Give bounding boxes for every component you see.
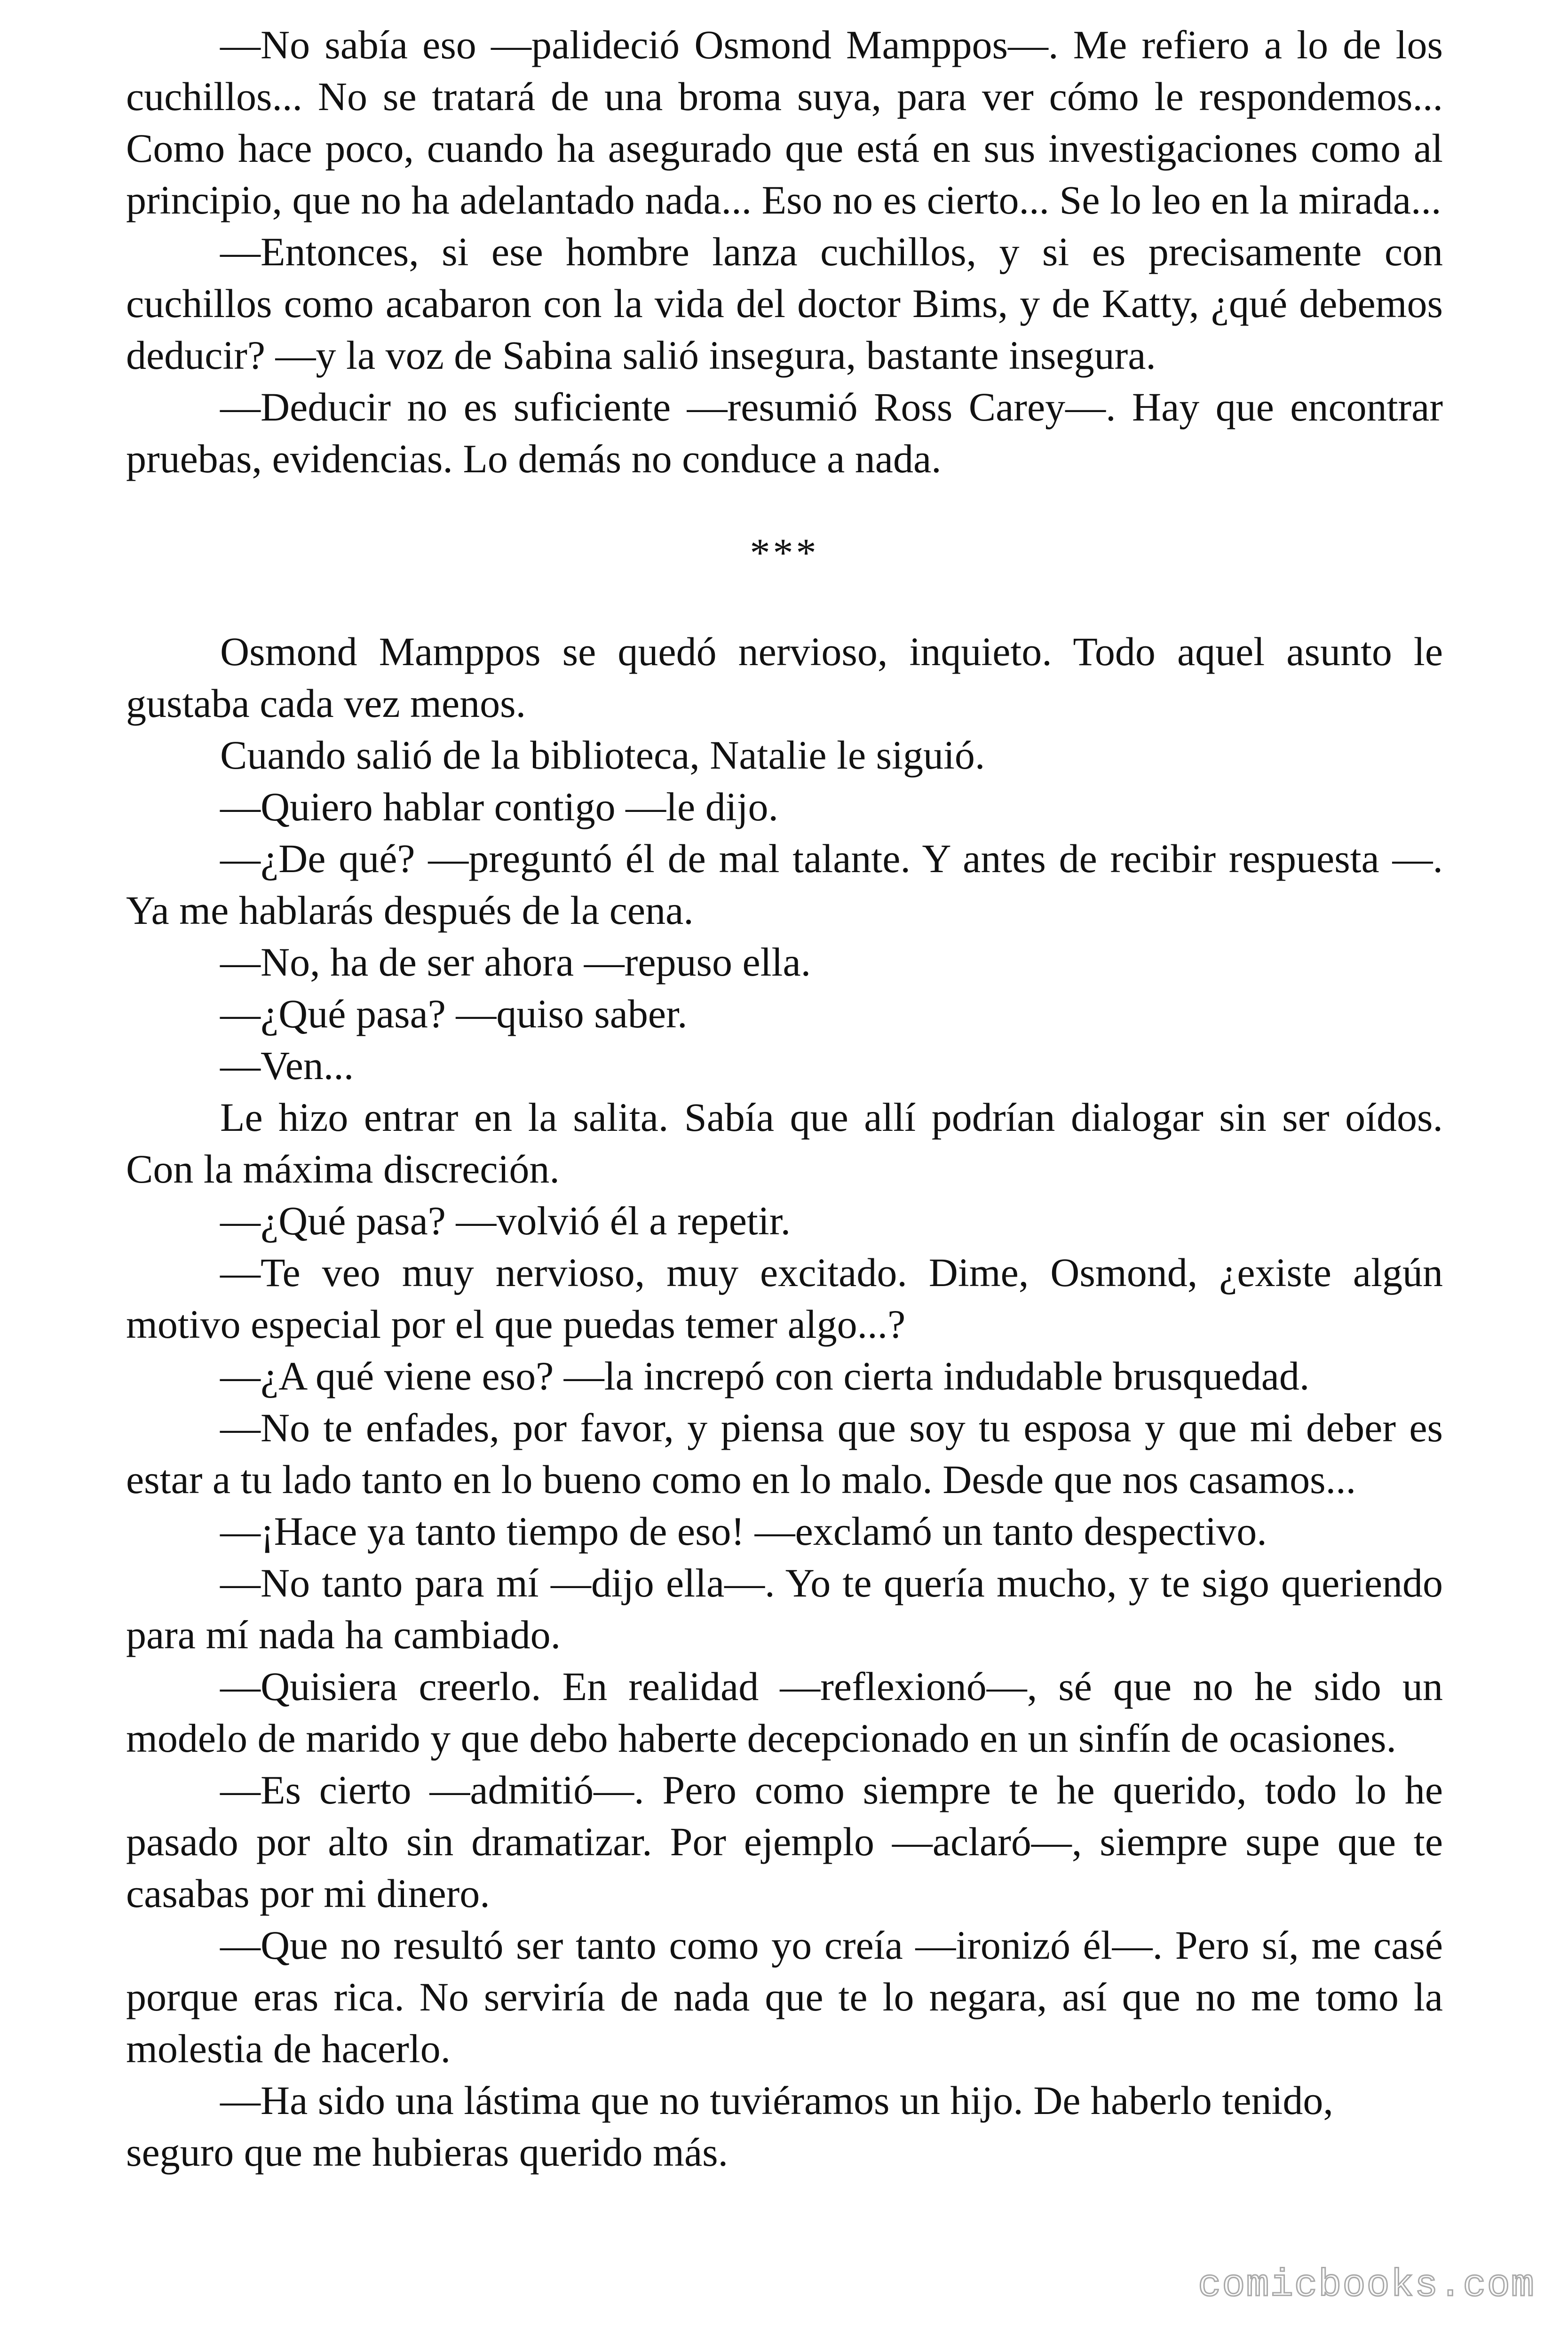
watermark-logo: comicbooks.com	[1198, 2264, 1535, 2307]
paragraph: —Te veo muy nervioso, muy excitado. Dime, Osmond, ¿existe algún motivo especial por el que puedas temer algo...?	[126, 1250, 1443, 1347]
paragraph: —¿A qué viene eso? —la increpó con cierta indudable brusquedad.	[220, 1353, 1310, 1398]
paragraph: —Entonces, si ese hombre lanza cuchillos, y si es precisamente con cuchillos como acabaron con la vida del doctor Bims, y de Katty, ¿qué debemos deducir? —y la voz de Sabina salió insegura, bastante insegura.	[126, 229, 1443, 378]
paragraph: Le hizo entrar en la salita. Sabía que allí podrían dialogar sin ser oídos. Con la máxima discreción.	[126, 1095, 1443, 1192]
paragraph: —No tanto para mí —dijo ella—. Yo te quería mucho, y te sigo queriendo para mí nada ha cambiado.	[126, 1560, 1443, 1657]
book-page	[126, 19, 1443, 2178]
paragraph: —¿Qué pasa? —volvió él a repetir.	[220, 1198, 791, 1243]
scene-separator: ***	[750, 530, 819, 575]
paragraph: —¿Qué pasa? —quiso saber.	[220, 991, 688, 1036]
section-before-break	[126, 19, 1443, 485]
paragraph: —No, ha de ser ahora —repuso ella.	[220, 939, 811, 985]
paragraph: —Deducir no es suficiente —resumió Ross Carey—. Hay que encontrar pruebas, evidencias. Lo demás no conduce a nada.	[126, 384, 1443, 481]
paragraph: —¿De qué? —preguntó él de mal talante. Y antes de recibir respuesta —. Ya me hablarás después de la cena.	[126, 836, 1443, 933]
paragraph: —No te enfades, por favor, y piensa que soy tu esposa y que mi deber es estar a tu lado tanto en lo bueno como en lo malo. Desde que nos casamos...	[126, 1405, 1443, 1502]
section-after-break	[126, 626, 1443, 2178]
paragraph: Osmond Mamppos se quedó nervioso, inquieto. Todo aquel asunto le gustaba cada vez menos.	[126, 629, 1443, 726]
paragraph: —Quisiera creerlo. En realidad —reflexionó—, sé que no he sido un modelo de marido y que debo haberte decepcionado en un sinfín de ocasiones.	[126, 1664, 1443, 1761]
paragraph: —Que no resultó ser tanto como yo creía —ironizó él—. Pero sí, me casé porque eras rica. No serviría de nada que te lo negara, así que no me tomo la molestia de hacerlo.	[126, 1923, 1443, 2071]
paragraph: —¡Hace ya tanto tiempo de eso! —exclamó un tanto despectivo.	[220, 1509, 1267, 1554]
paragraph: Cuando salió de la biblioteca, Natalie le siguió.	[220, 732, 985, 778]
paragraph: —Ha sido una lástima que no tuviéramos un hijo. De haberlo tenido, seguro que me hubieras querido más.	[126, 2078, 1333, 2175]
paragraph: —Quiero hablar contigo —le dijo.	[220, 784, 778, 829]
paragraph: —No sabía eso —palideció Osmond Mamppos—. Me refiero a lo de los cuchillos... No se tratará de una broma suya, para ver cómo le respondemos... Como hace poco, cuando ha asegurado que está en sus investigaciones como al principio, que no ha adelantado nada... Eso no es cierto... Se lo leo en la mirada...	[126, 22, 1443, 222]
paragraph: —Es cierto —admitió—. Pero como siempre te he querido, todo lo he pasado por alto sin dramatizar. Por ejemplo —aclaró—, siempre supe que te casabas por mi dinero.	[126, 1767, 1443, 1916]
paragraph: —Ven...	[220, 1043, 354, 1088]
